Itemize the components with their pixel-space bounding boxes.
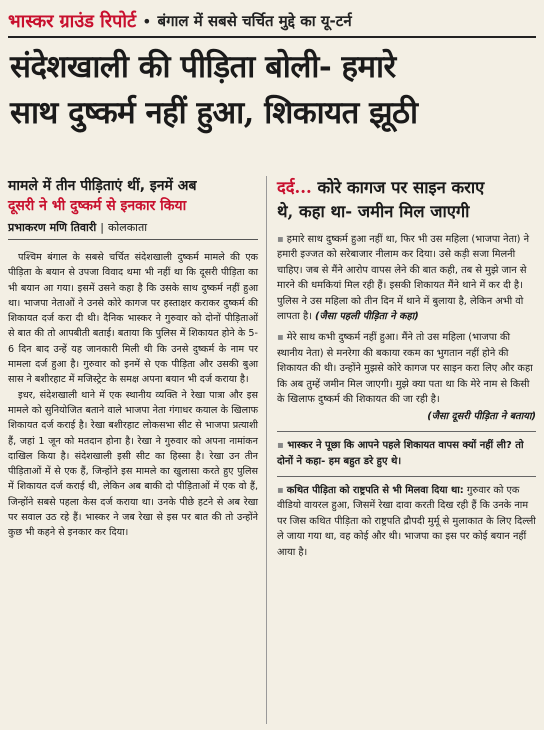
brand-logo: भास्कर — [8, 11, 54, 32]
deck-line-red: दूसरी ने भी दुष्कर्म से इनकार किया — [8, 198, 187, 214]
headline-line-2: साथ दुष्कर्म नहीं हुआ, शिकायत झूठी — [10, 95, 418, 131]
callout-text: भास्कर ने पूछा कि आपने पहले शिकायत वापस क्यों नहीं ली? तो दोनों ने कहा- हम बहुत डरे हुए थे। — [277, 439, 524, 467]
quote-3-text: गुरुवार को एक वीडियो वायरल हुआ, जिसमें रेखा दावा करती दिख रही हैं कि उनके नाम पर जिस कथित पीड़िता को राष्ट्रपति द्रौपदी मुर्मू से मुलाकात के लिए दिल्ली ले जाया गया था, वह कोई और थी। भाजपा का इस पर कोई बयान नहीं आया है। — [277, 484, 536, 558]
quote-2-text: मेरे साथ कभी दुष्कर्म नहीं हुआ। मैंने तो उस महिला (भाजपा की स्थानीय नेता) से मनरेगा की बकाया रकम का भुगतान नहीं होने की शिकायत की थी। उन्होंने मुझसे कोरे कागज पर साइन करा लिए और कहा कि अब तुम्हें जमीन मिल जाएगी। मुझे क्या पता था कि मेरे नाम से किसी के खिलाफ दुष्कर्म की शिकायत की जा रही है। — [277, 332, 533, 406]
bullet-dot-icon: • — [142, 11, 152, 31]
quote-2-source: (जैसा दूसरी पीड़िता ने बताया) — [427, 411, 536, 423]
body-paragraph-2: इधर, संदेशखाली थाने में एक स्थानीय व्यक्ति ने रेखा पात्रा और इस मामले को सुनियोजित बताने वाले भाजपा नेता गंगाधर कयाल के खिलाफ शिकायत दर्ज कराई है। रेखा बशीरहाट लोकसभा सीट से भाजपा प्रत्याशी हैं, जहां 1 जून को मतदान होना है। रेखा ने गुरुवार को अपना नामांकन दाखिल किया है। संदेशखाली इसी सीट का हिस्सा है। रेखा उन तीन पीड़िताओं में से एक हैं, जिन्होंने इस मामले का खुलासा करते हुए पुलिस में शिकायत दर्ज कराई थी, लेकिन अब बाकी दो पीड़िताओं में एक वो हैं, जिन्होंने सबसे पहला केस दर्ज कराया था। उनके पीछे हटने से अब रेखा पर सवाल उठ रहे हैं। भास्कर ने जब रेखा से इस पर बात की तो उन्होंने कुछ भी कहने से इनकार कर दिया। — [8, 389, 258, 539]
sidebar-headline-black-1: कोरे कागज पर साइन कराए — [311, 178, 485, 197]
quote-2 — [277, 330, 536, 407]
quote-3-lead: कथित पीड़िता को राष्ट्रपति से भी मिलवा दिया था: — [286, 484, 464, 496]
callout — [277, 438, 536, 470]
sidebar-headline-black-2: थे, कहा था- जमीन मिल जाएगी — [277, 202, 470, 221]
square-bullet-icon: ▪ — [277, 332, 287, 344]
article-body — [8, 250, 258, 541]
quote-1 — [277, 232, 536, 324]
divider — [277, 476, 536, 477]
headline-line-1: संदेशखाली की पीड़िता बोली- हमारे — [10, 49, 396, 85]
masthead-bar — [8, 6, 536, 38]
quote-1-source: (जैसा पहली पीड़िता ने कहा) — [315, 311, 419, 323]
section-tag: ग्राउंड रिपोर्ट — [59, 11, 137, 32]
article-columns — [8, 176, 536, 724]
square-bullet-icon: ▪ — [277, 439, 288, 451]
sidebar-headline-red: दर्द... — [277, 178, 312, 197]
square-bullet-icon: ▪ — [277, 234, 287, 245]
kicker-text: बंगाल में सबसे चर्चित मुद्दे का यू-टर्न — [157, 12, 352, 30]
byline-place: कोलकाता — [107, 221, 148, 234]
sidebar-headline — [277, 176, 536, 224]
right-column — [266, 176, 536, 724]
left-column — [8, 176, 258, 724]
byline-separator: | — [100, 221, 104, 234]
byline-author: प्रभाकरण मणि तिवारी — [8, 221, 97, 234]
byline — [8, 220, 258, 240]
deck — [8, 176, 258, 216]
quote-1-text: हमारे साथ दुष्कर्म हुआ नहीं था, फिर भी उस महिला (भाजपा नेता) ने हमारी इज्जत को सरेबाजार नीलाम कर दिया। उसे कड़ी सजा मिलनी चाहिए। जब से मैंने आरोप वापस लेने की बात कही, तब से मुझे जान से मारने की धमकियां मिल रही हैं। इसकी शिकायत मैंने थाने में कर दी है। पुलिस ने उस महिला को तीन दिन में थाने में बुलाया है, लेकिन अभी वो लापता है। — [277, 234, 530, 323]
quote-3 — [277, 483, 536, 560]
deck-line-black: मामले में तीन पीड़िताएं थीं, इनमें अब — [8, 178, 197, 194]
sidebar-body — [277, 232, 536, 560]
headline — [10, 44, 536, 136]
divider — [277, 431, 536, 432]
square-bullet-icon: ▪ — [277, 484, 287, 496]
body-paragraph-1: पश्चिम बंगाल के सबसे चर्चित संदेशखाली दुष्कर्म मामले की एक पीड़िता के बयान से उपजा विवाद थमा भी नहीं था कि दूसरी पीड़िता का भी बयान आ गया। इसमें उसने कहा है कि उसके साथ दुष्कर्म नहीं हुआ था। भाजपा नेताओं ने उनसे कोरे कागज पर हस्ताक्षर कराकर दुष्कर्म की शिकायत दर्ज करा दी थी। दैनिक भास्कर ने गुरुवार को दोनों पीड़िताओं से बात की तो आपबीती बताई। बताया कि पुलिस में शिकायत होने के 5-6 दिन बाद उन्हें यह जानकारी मिली थी कि उनसे दुष्कर्म के नाम पर मामला दर्ज हुआ है। गुरुवार को इनमें से एक पीड़िता और उसकी बुआ सास ने बशीरहाट में मजिस्ट्रेट के समक्ष अपना बयान भी दर्ज कराया है। — [8, 252, 258, 386]
